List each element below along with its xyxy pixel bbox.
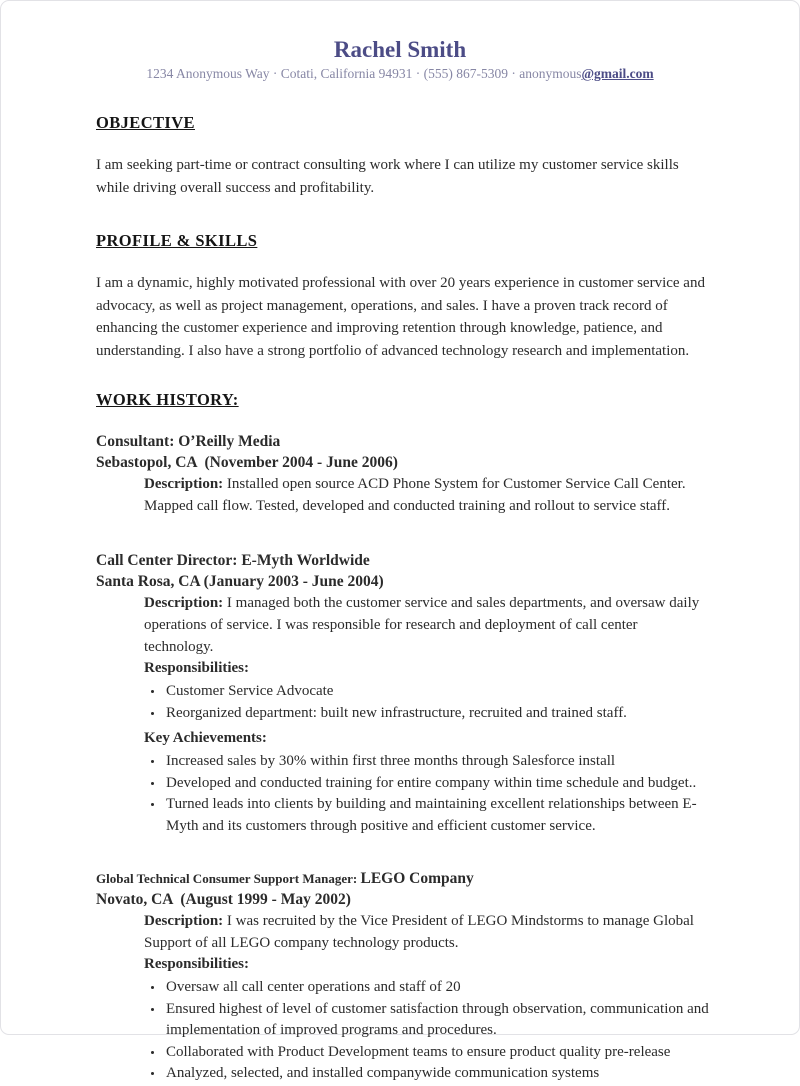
person-name: Rachel Smith — [333, 37, 467, 62]
job-location-dates: Novato, CA (August 1999 - May 2002) — [96, 891, 351, 908]
key-achievements-label: Key Achievements: — [144, 730, 267, 746]
job-title: Call Center Director: E-Myth Worldwide — [96, 552, 370, 569]
responsibilities-list — [144, 977, 709, 1085]
bullet-item: • Analyzed, selected, and installed companywide communication systems — [164, 1063, 709, 1085]
description-text: I was recruited by the Vice President of LEGO Mindstorms to manage Global Support of all LEGO company technology products. — [144, 913, 694, 951]
profile-skills-heading: PROFILE & SKILLS — [96, 231, 258, 250]
description-label: Description: — [144, 595, 224, 611]
job-details — [144, 910, 709, 1085]
job-entry-lego — [96, 868, 709, 1085]
bullet-item: • Increased sales by 30% within first three months through Salesforce install — [164, 751, 709, 773]
responsibilities-list — [144, 681, 709, 724]
description-text: Installed open source ACD Phone System for Customer Service Call Center. Mapped call flow. Tested, developed and conducted training and rollout to service staff. — [144, 476, 686, 514]
job-details — [144, 473, 709, 517]
job-title — [96, 868, 709, 889]
contact-text: 1234 Anonymous Way · Cotati, California 94931 · (555) 867-5309 · anonymous — [146, 66, 582, 81]
bullet-item: • Developed and conducted training for entire company within time schedule and budget.. — [164, 773, 709, 795]
work-history-heading: WORK HISTORY: — [96, 390, 239, 409]
bullet-item: • Collaborated with Product Development teams to ensure product quality pre-release — [164, 1042, 709, 1064]
contact-line — [1, 66, 799, 82]
description-label: Description: — [144, 913, 224, 929]
description-text: I managed both the customer service and sales departments, and oversaw daily operations of service. I was responsible for research and deployment of call center technology. — [144, 595, 700, 655]
bullet-item: • Ensured highest of level of customer satisfaction through observation, communication and implementation of improved programs and procedures. — [164, 999, 709, 1042]
job-description — [144, 592, 709, 658]
job-location-dates: Santa Rosa, CA (January 2003 - June 2004) — [96, 573, 384, 590]
objective-text: I am seeking part-time or contract consulting work where I can utilize my customer service skills while driving overall success and profitability. — [96, 157, 679, 196]
job-description — [144, 473, 709, 517]
key-achievements-list — [144, 751, 709, 837]
email-link[interactable]: @gmail.com — [581, 66, 654, 81]
job-location-dates: Sebastopol, CA (November 2004 - June 2006) — [96, 454, 398, 471]
job-title: Consultant: O’Reilly Media — [96, 433, 281, 450]
description-label: Description: — [144, 476, 224, 492]
job-description — [144, 910, 709, 954]
profile-skills-text: I am a dynamic, highly motivated professional with over 20 years experience in customer service and advocacy, as well as project management, operations, and sales. I have a proven track record of enhancing the customer experience and improving retention through knowledge, patience, and understanding. I also have a strong portfolio of advanced technology research and implementation. — [96, 275, 705, 359]
resume-header — [1, 37, 799, 82]
responsibilities-label: Responsibilities: — [144, 660, 250, 676]
responsibilities-label: Responsibilities: — [144, 956, 250, 972]
bullet-item: • Turned leads into clients by building and maintaining excellent relationships between E-Myth and its customers through positive and efficient customer service. — [164, 794, 709, 837]
job-entry-emyth — [96, 550, 709, 837]
job-details — [144, 592, 709, 837]
bullet-item: • Oversaw all call center operations and staff of 20 — [164, 977, 709, 999]
resume-content — [1, 113, 799, 1085]
bullet-item: • Reorganized department: built new infrastructure, recruited and trained staff. — [164, 703, 709, 725]
bullet-item: • Customer Service Advocate — [164, 681, 709, 703]
job-entry-oreilly — [96, 431, 709, 517]
job-title-prefix: Global Technical Consumer Support Manager: — [96, 871, 361, 886]
job-title-company: LEGO Company — [360, 870, 474, 887]
objective-heading: OBJECTIVE — [96, 113, 195, 132]
